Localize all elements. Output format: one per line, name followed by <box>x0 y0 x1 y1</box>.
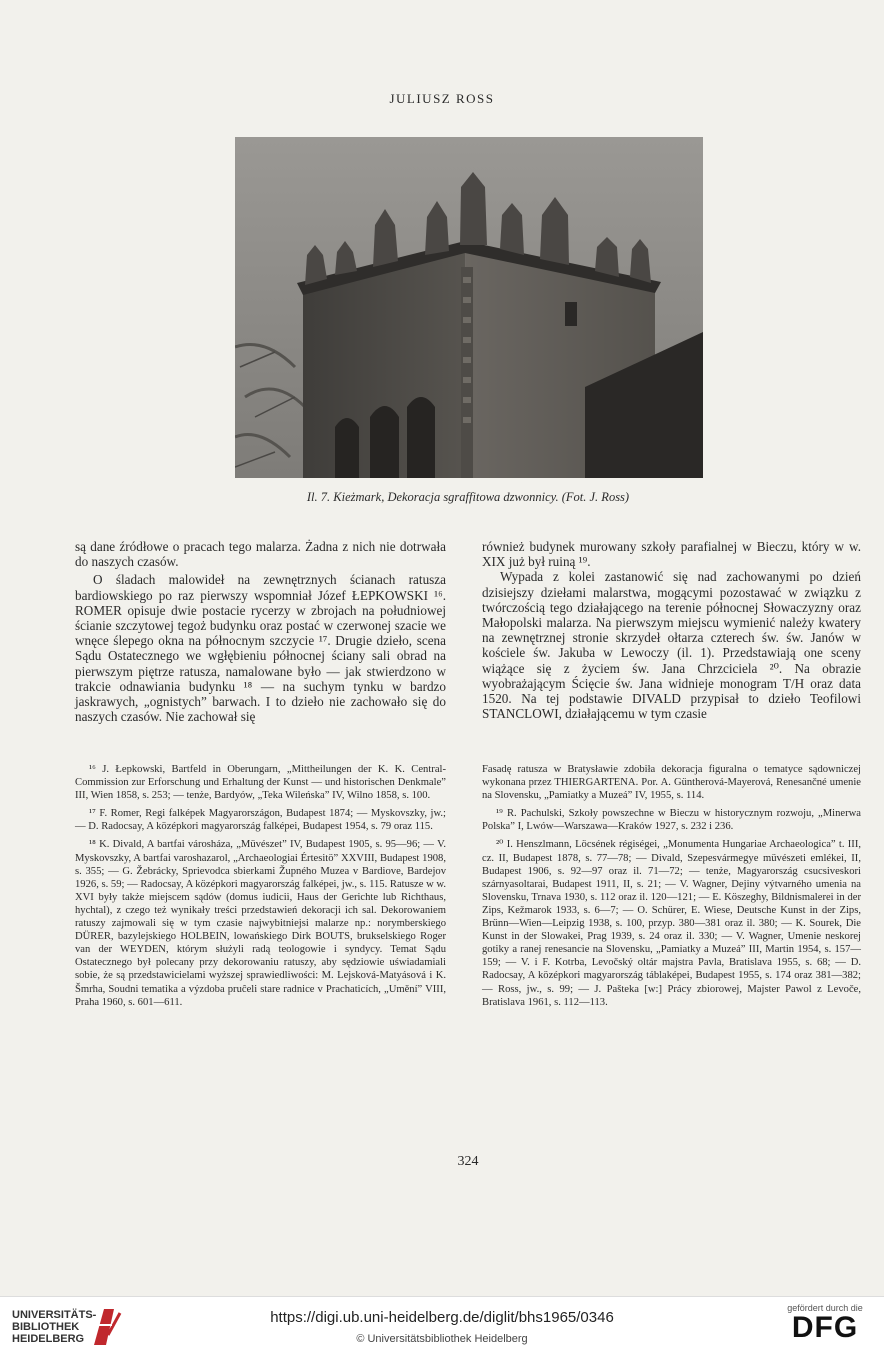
bell-tower-photo <box>235 137 703 478</box>
figure-caption: Il. 7. Kieżmark, Dekoracja sgraffitowa dzwonnicy. (Fot. J. Ross) <box>306 490 630 504</box>
paragraph: są dane źródłowe o pracach tego malarza. Żadna z nich nie dotrwała do naszych czasów. <box>75 539 446 570</box>
footnotes-left <box>75 763 446 1014</box>
footnotes-right <box>482 763 861 1014</box>
copyright-notice: © Universitätsbibliothek Heidelberg <box>356 1333 528 1345</box>
running-head: JULIUSZ ROSS <box>389 91 495 106</box>
footnote-18: ¹⁸ K. Divald, A bartfai városháza, „Müvészet” IV, Budapest 1905, s. 95—96; — V. Myskovszky, A bartfai varoshazarol, „Archaeologiai Értesitö” XXVIII, Budapest 1908, s. 355; — G. Žebrácky, Sprievodca sbierkami Župného Muzea v Bardiove, Bardejov 1926, s. 59; — Radocsay, A középkori magyarország falképei, jw., s. 115. Ratusze w w. XVI były także miejscem sądów (domus iudicii, Haus der Gerichte lub Richthaus, hychtal), z czego też wynikały treści przedstawień dekoracji ich sal. Dekorowaniem ratuszy zajmowali się w tym czasie najwybitniejsi malarze np.: norymberskiego DÜRER, bazylejskiego HOLBEIN, lowańskiego Dirk BOUTS, brukselskiego Roger van der WEYDEN, którym służyli radą teologowie i syndycy. Temat Sądu Ostatecznego był polecany przy dekorowaniu ratuszy, aby sędziowie uświadamiali sobie, że są przedstawicielami wyższej sprawiedliwości: M. Lejsková-Matyásová i K. Šmrha, Soudni tematika a výzdoba pruĉeli stare radnice v Prachaticích, „Umění” VIII, Praha 1960, s. 601—611. <box>75 839 446 1008</box>
footnote-20: ²⁰ I. Henszlmann, Löcsének régiségei, „Monumenta Hungariae Archaeologica” t. III, cz. II, Budapest 1878, s. 77—78; — Divald, Szepesvármegye müvészeti emlékei, II, Budapest 1906, s. 92—97 oraz il. 71—72; — tenże, Magyarország csucsiveskori szárnyasoltarai, Budapest 1911, II, s. 21; — V. Wagner, Dejiny výtvarného umenia na Slovensku, Trnava 1930, s. 112 oraz il. 120—121; — E. Köszeghy, Bildnismalerei in der Zips, Kežmarok 1933, s. 6—7; — O. Schürer, E. Wiese, Deutsche Kunst in der Zips, Brünn—Wien—Leipzig 1938, s. 100, przyp. 380—381 oraz il. 380; — K. Sourek, Die Kunst in der Slowakei, Prag 1939, s. 24 oraz il. 330; — V. Wagner, Umenie neskorej gotiky a ranej renesancie na Slovensku, „Pamiatky a Muzeá” III, Martin 1954, s. 157—159; — V. i F. Kotrba, Levočský oltár majstra Pavla, Bratislava 1955, s. 68; — D. Radocsay, A középkori magyarország táblaképei, Budapest 1955, s. 174 oraz 381—382; — Ross, jw., s. 99; — J. Pašteka [w:] Prácy zbiorowej, Majster Pawol z Levoče, Bratislava 1961, s. 112—113. <box>482 839 861 1008</box>
paragraph: również budynek murowany szkoły parafialnej w Bieczu, który w w. XIX już był ruiną ¹⁹. <box>482 539 861 570</box>
footnote-19: ¹⁹ R. Pachulski, Szkoły powszechne w Bieczu w historycznym rozwoju, „Minerwa Polska” I, Lwów—Warszawa—Kraków 1927, s. 232 i 236. <box>482 808 861 833</box>
funder-logo[interactable] <box>780 1303 870 1343</box>
footnote-16: ¹⁶ J. Łepkowski, Bartfeld in Oberungarn, „Mittheilungen der K. K. Central-Commission zur Erforschung und Erhaltung der Kunst — und historischen Denkmale” III, Wien 1858, s. 253; — tenże, Bardyów, „Teka Wileńska” IV, Wilno 1858, s. 100. <box>75 764 446 802</box>
page-number: 324 <box>457 1154 479 1169</box>
paragraph: Wypada z kolei zastanowić się nad zachowanymi po dzień dzisiejszy dziełami malarstwa, mogącymi pozostawać w związku z twórczością tego działającego na terenie północnej Słowaczyzny oraz Małopolski malarza. Na pierwszym miejscu wymienić należy kwatery na zewnętrznej stronie skrzydeł ołtarza czterech św. św. Janów w kościele św. Jakuba w Lewoczy (il. 1). Przedstawiają one sceny wiążące się z życiem św. Jana Chrzciciela ²⁰. Na obrazie wyobrażającym Ścięcie św. Jana widnieje monogram T/H oraz data 1520. Na tej podstawie DIVALD przypisał to dzieło Teofilowi STANCLOWI, działającemu w tym czasie <box>482 569 861 722</box>
library-logo-text[interactable]: UNIVERSITÄTS- BIBLIOTHEK HEIDELBERG <box>12 1309 97 1345</box>
permalink-url[interactable]: https://digi.ub.uni-heidelberg.de/diglit/bhs1965/0346 <box>270 1309 614 1326</box>
figure-photo <box>235 137 703 478</box>
footnote-18-continued: Fasadę ratusza w Bratysławie zdobiła dekoracja figuralna o tematyce sądowniczej wykonana przez THIERGARTENA. Por. A. Güntherová-Mayerová, Renesančné umenie na Slovensku, „Pamiatky a Muzeá” IV, 1955, s. 114. <box>482 764 861 802</box>
paragraph: O śladach malowideł na zewnętrznych ścianach ratusza bardiowskiego po raz pierwszy wspomniał Józef ŁEPKOWSKI ¹⁶. ROMER opisuje dwie postacie rycerzy w zbrojach na południowej ścianie szczytowej tegoż budynku oraz postać w czerwonej szacie we wnęce ślepego okna na północnym szczycie ¹⁷. Drugie dzieło, scena Sądu Ostatecznego we wgłębieniu północnej ściany sali obrad na pierwszym piętrze ratusza, namalowane było — jak stwierdzono w trakcie odnawiania budynku ¹⁸ — na suchym tynku w bardzo jaskrawych, „ognistych” barwach. I to dzieło nie zachowało się do naszych czasów. Nie zachował się <box>75 572 446 725</box>
funding-label: gefördert durch die <box>787 1303 863 1313</box>
viewer-footer <box>0 1296 884 1360</box>
dfg-wordmark: DFG <box>791 1311 859 1344</box>
footnote-17: ¹⁷ F. Romer, Regi falképek Magyarországon, Budapest 1874; — Myskovszky, jw.; — D. Radocsay, A középkori magyarország falképei, Budapest 1954, s. 79 oraz 115. <box>75 808 446 833</box>
body-column-right <box>482 539 861 721</box>
body-column-left <box>75 539 446 724</box>
